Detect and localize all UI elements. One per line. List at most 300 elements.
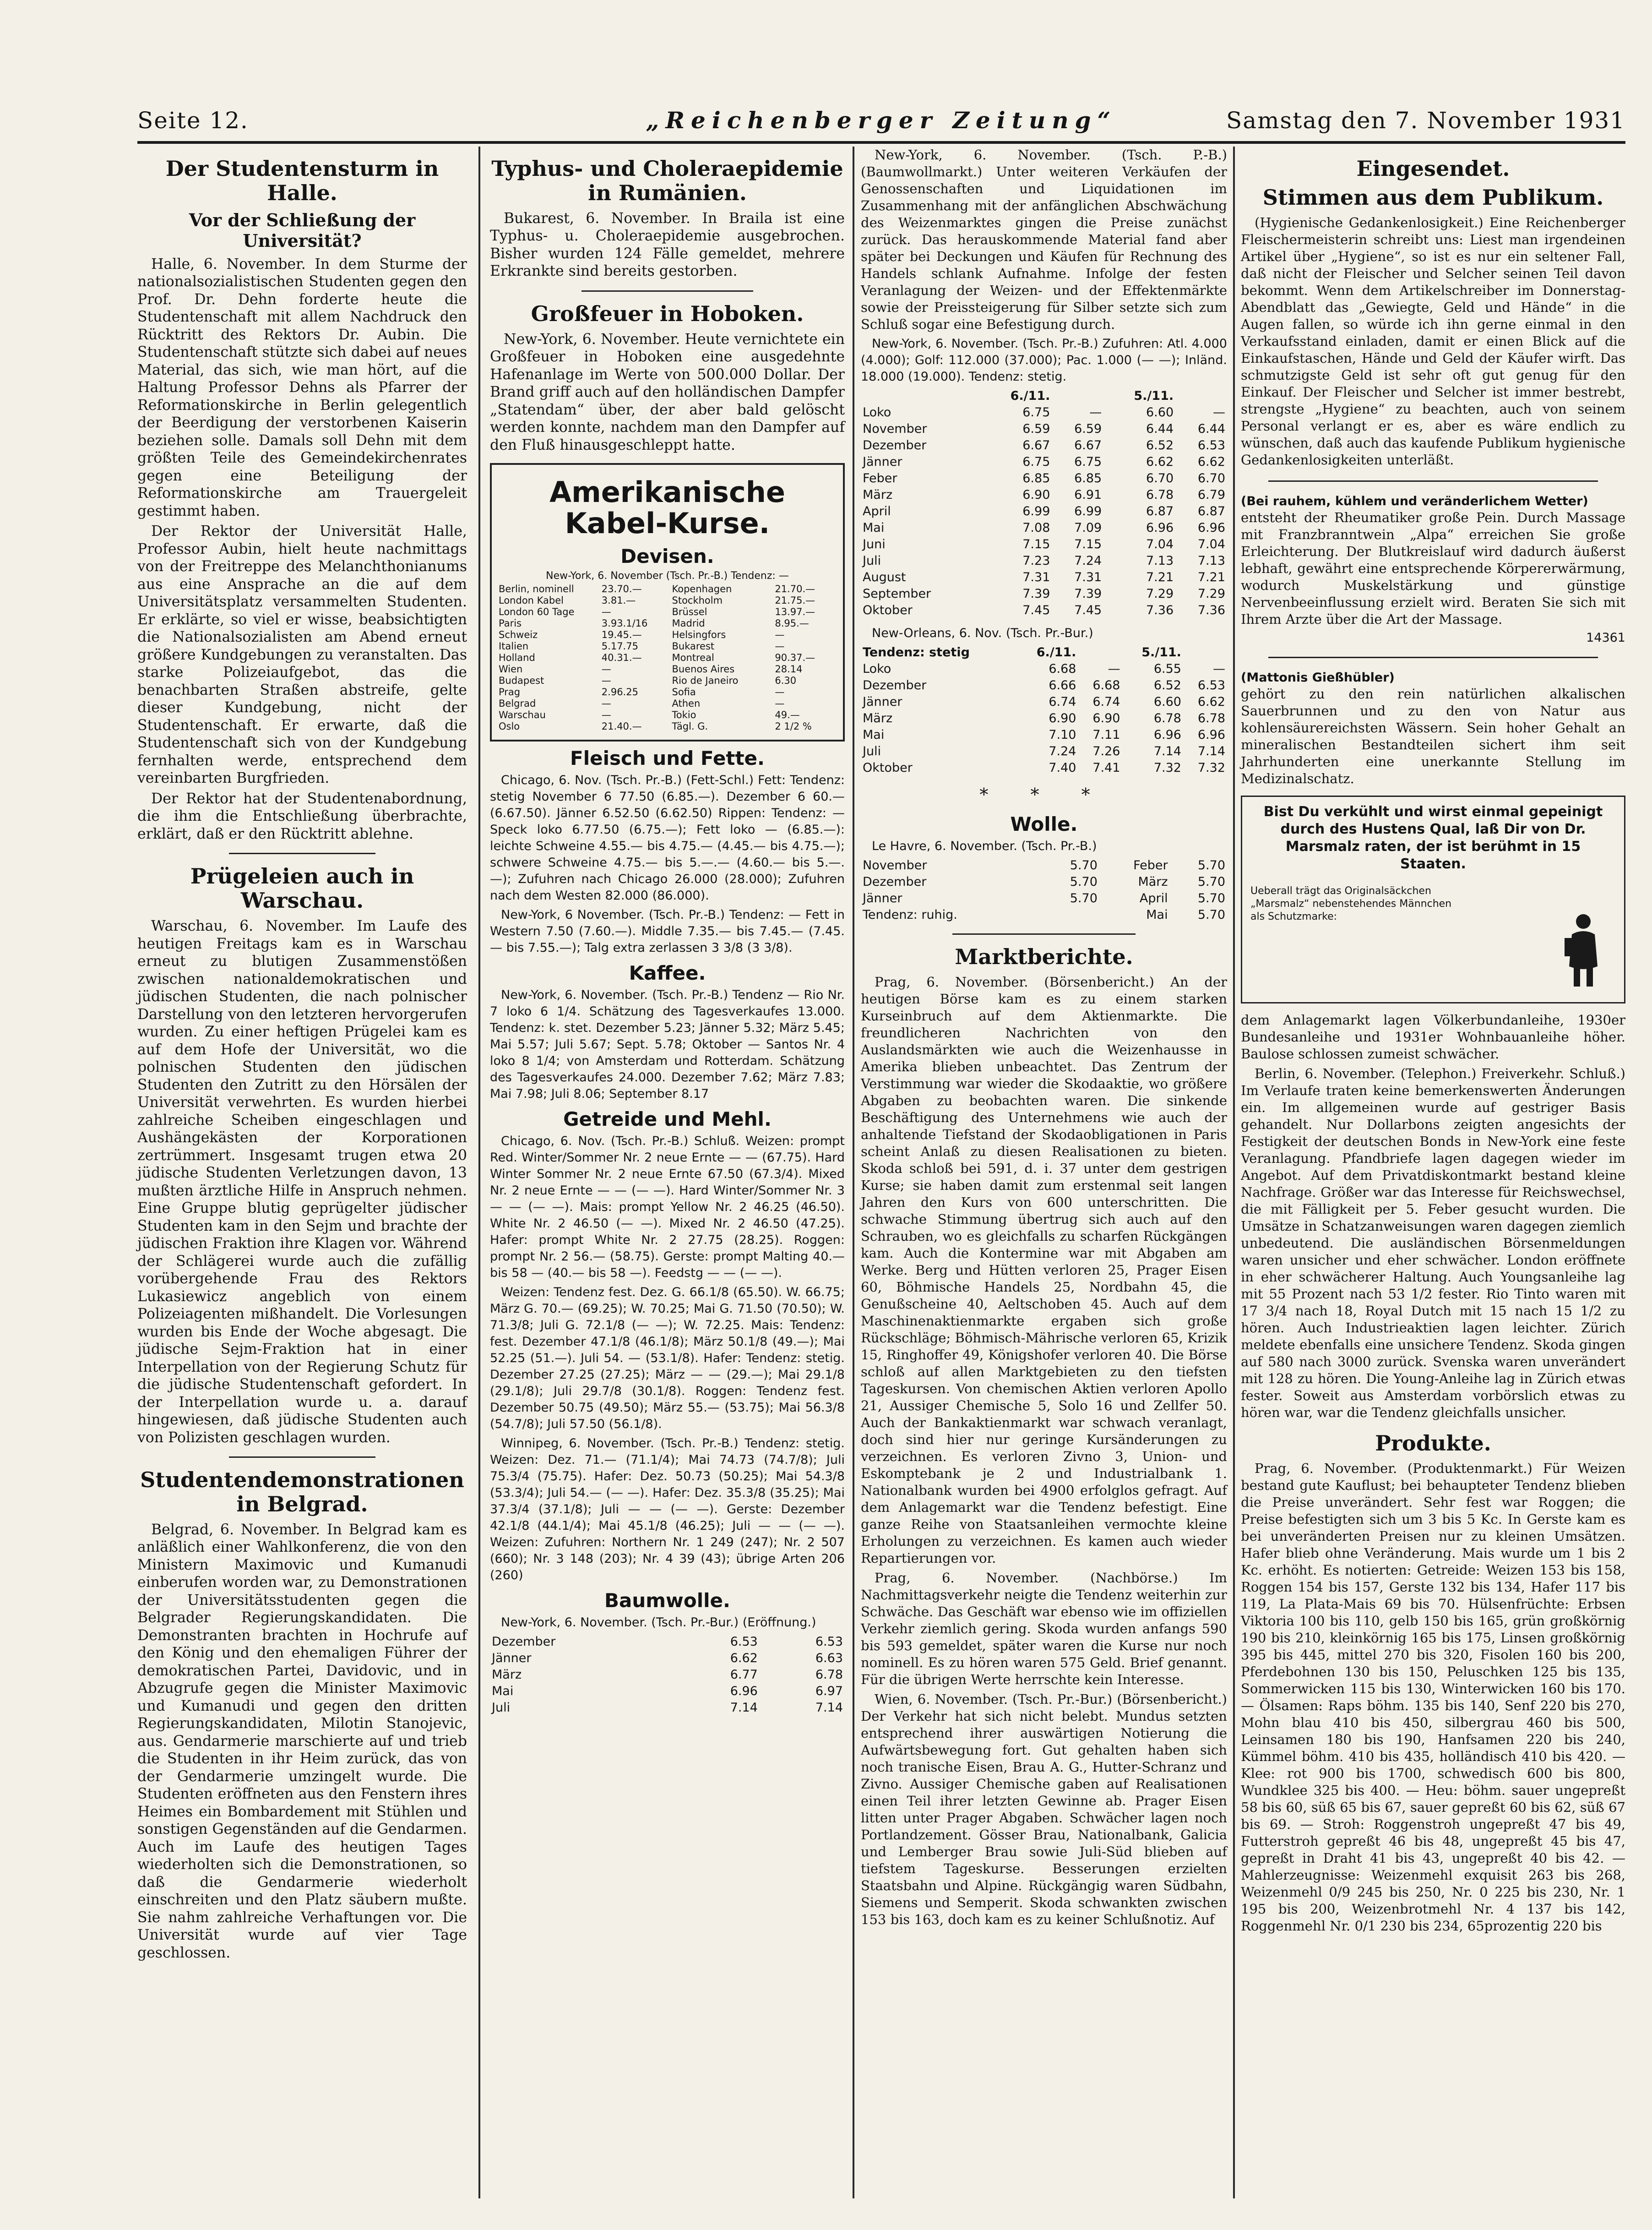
devisen-row-cell: London 60 Tage <box>499 606 575 617</box>
article-title-belgrad: Studentendemonstrationen in Belgrad. <box>140 1467 464 1516</box>
cotton-row-cell: 6.91 <box>1074 488 1102 502</box>
cotton-row-cell: 6.90 <box>1022 488 1050 502</box>
wolle-row-cell: Jänner <box>863 891 902 905</box>
article-paragraph: Halle, 6. November. In dem Sturme der nationalsozialistischen Studenten gegen den Prof. Dr. Dehn forderte heute die Studentenschaft mit allem Nachdruck den Rücktritt des Rektors Dr. Aubin. Die Studentenschaft stützte sich dabei auf neues Material, das sich, wie man hört, auf die Haltung Professor Dehns als Pfarrer der Reformationskirche in Berlin gelegentlich der Beerdigung der verstorbenen Kaiserin beziehen solle. Damals soll Dehn mit dem größten Teile des Gemeindekirchenrates gegen eine Beteiligung der Reformationskirche am Trauergeleit gestimmt haben. <box>137 256 467 519</box>
baumwolle-row-cell: Juli <box>492 1700 511 1715</box>
devisen-row <box>497 595 664 606</box>
cotton-row-cell: 7.04 <box>1146 537 1174 551</box>
devisen-row-cell: Madrid <box>672 617 705 629</box>
wolle-heading: Wolle. <box>1010 813 1078 835</box>
cotton-row-cell: 6.52 <box>1146 438 1174 453</box>
wolle-row-cell: Dezember <box>863 875 927 889</box>
fleisch-heading: Fleisch und Fette. <box>570 747 765 769</box>
baumwolle-row-cell: 6.78 <box>815 1667 843 1682</box>
cotton-row <box>861 602 1227 619</box>
cotton-row-cell: Juli <box>863 554 881 568</box>
eingesendet-subtitle: Stimmen aus dem Publikum. <box>1262 185 1604 210</box>
article-paragraph: Der Rektor der Universität Halle, Professor Aubin, hielt heute nachmittags von der Freitreppe des Melanchthonianums aus eine Ansprache an die auf dem Universitätsplatz versammelten Studenten. Er erklärte, so viel er wisse, beabsichtigten die Nationalsozialisten am Abend erneut größere Kundgebungen zu veranstalten. Das starke Polizeiaufgebot, das die benachbarten Straßen abstreife, gelte dieser Kundgebung, nicht der Studentenschaft. Er erwarte, daß die Studentenschaft sich von der Kundgebung fernhalten werde, entsprechend dem vereinbarten Burgfrieden. <box>137 523 467 787</box>
cotton-row-cell: 7.36 <box>1197 603 1225 617</box>
article-title-typhus: Typhus- und Choleraepidemie in Rumänien. <box>491 156 843 205</box>
cotton-row-cell: 6.53 <box>1197 678 1225 692</box>
cotton-row-cell: 7.15 <box>1022 537 1050 551</box>
market-paragraph: New-Orleans, 6. Nov. (Tsch. Pr.-Bur.) <box>872 626 1093 640</box>
devisen-row-cell: — <box>601 663 611 675</box>
article-paragraph: dem Anlagemarkt lagen Völkerbundanleihe, 1930er Bundesanleihe und 1931er Wohnbauanleihe höher. Baulose schlossen zumeist schwächer. <box>1241 1012 1625 1062</box>
wolle-row-cell: 5.70 <box>1197 908 1225 922</box>
cotton-row <box>861 487 1227 503</box>
cotton-row-cell: Feber <box>863 471 897 485</box>
devisen-row-cell: — <box>601 606 611 617</box>
wolle-row <box>861 890 1227 907</box>
cotton-row-cell: — <box>1089 405 1102 420</box>
table-header-row <box>861 644 1227 661</box>
article-paragraph: Wien, 6. November. (Tsch. Pr.-Bur.) (Börsenbericht.) Der Verkehr hat sich nicht belebt. Mundus setzten entsprechend ihrer auswärtigen Notierung die Aufwärtsbewegung fort. Gut gehalten haben sich noch tranische Eisen, Brau A. G., Hutter-Schranz und Zivno. Aussiger Chemische gaben auf Realisationen einen Teil ihrer letzten Gewinne ab. Prager Eisen litten unter Prager Abgaben. Schwächer lagen noch Portlandzement. Gösser Brau, Nationalbank, Galicia und Lemberger Brau sowie Juli-Süd blieben auf tiefstem Tageskurse. Besserungen erzielten Staatsbahn und Alpine. Rückgängig waren Südbahn, Siemens und Semperit. Skoda schwankten zwischen 153 bis 163, doch kam es zu keiner Schlußnotiz. Auf <box>861 1691 1227 1927</box>
cotton-row-cell: — <box>1108 662 1120 676</box>
cotton-row-cell: 6.53 <box>1197 438 1225 453</box>
cotton-row-cell: 7.15 <box>1074 537 1102 551</box>
market-paragraph: New-York, 6. November. (Tsch. Pr.-B.) Tendenz — Rio Nr. 7 loko 6 1/4. Schätzung des Tagesverkaufes 13.000. Tendenz: k. stet. Dezember 5.23; Jänner 5.32; März 5.45; Mai 5.57; Juli 5.67; Sept. 5.78; Oktober — Santos Nr. 4 loko 8 1/4; von Amsterdam und Rotterdam. Schätzung des Tagesverkaufes 24.000. Dezember 7.62; März 7.83; Mai 7.98; Juli 8.06; September 8.17 <box>490 987 845 1101</box>
cotton-row-cell: 6.99 <box>1022 504 1050 518</box>
cotton-row-cell: Loko <box>863 662 891 676</box>
cotton-row-cell: August <box>863 570 906 584</box>
devisen-row-cell: 6.30 <box>775 675 797 686</box>
devisen-row-cell: 21.40.— <box>601 720 642 732</box>
cotton-row-cell: 7.21 <box>1146 570 1174 584</box>
cotton-row-cell: Jänner <box>863 455 902 469</box>
baumwolle-row <box>490 1634 845 1650</box>
devisen-row-cell: — <box>601 698 611 709</box>
devisen-table-right <box>671 583 838 732</box>
cotton-row-cell: 6.44 <box>1146 422 1174 436</box>
baumwolle-row-cell: 6.97 <box>815 1684 843 1698</box>
devisen-row-cell: Rio de Janeiro <box>672 675 739 686</box>
devisen-row-cell: Belgrad <box>499 698 536 709</box>
cotton-row-cell: Loko <box>863 405 891 420</box>
section-stars: * * * <box>979 785 1109 805</box>
devisen-row-cell: Montreal <box>672 652 714 663</box>
baumwolle-row-cell: Mai <box>492 1684 514 1698</box>
wolle-row-cell: Feber <box>1133 858 1168 872</box>
wolle-row <box>861 874 1227 890</box>
cotton-row-cell: 7.45 <box>1022 603 1050 617</box>
devisen-row-cell: 40.31.— <box>601 652 642 663</box>
article-paragraph: Prag, 6. November. (Nachbörse.) Im Nachmittagsverkehr neigte die Tendenz weiterhin zur Schwäche. Das Geschäft war ebenso wie im offiziellen Verkehr ziemlich gering. Skoda wurden anfangs 590 bis 593 gemeldet, später waren die Kurse nur noch nominell. Es zu hören waren 575 Geld. Brief genannt. Für die übrigen Werte herrschte kein Interesse. <box>861 1570 1227 1687</box>
cotton-row <box>861 470 1227 487</box>
wolle-row-cell: 5.70 <box>1070 891 1098 905</box>
cotton-row-cell: 6.74 <box>1049 695 1076 709</box>
table-header-cell: 5./11. <box>1134 389 1174 403</box>
baumwolle-row-cell: Dezember <box>492 1634 556 1649</box>
cotton-row-cell: 6.96 <box>1146 521 1174 535</box>
wolle-row-cell: März <box>1138 875 1168 889</box>
devisen-row-cell: 3.81.— <box>601 594 636 606</box>
devisen-heading: Devisen. <box>620 545 714 567</box>
devisen-row-cell: 3.93.1/16 <box>601 617 648 629</box>
table-header-row <box>861 388 1227 404</box>
cotton-row-cell: 6.78 <box>1146 488 1174 502</box>
devisen-row <box>671 721 838 732</box>
devisen-row-cell: Warschau <box>499 709 546 720</box>
devisen-row-cell: Budapest <box>499 675 544 686</box>
baumwolle-row-cell: 6.77 <box>730 1667 758 1682</box>
devisen-row-cell: Schweiz <box>499 629 538 640</box>
devisen-row-cell: 28.14 <box>775 663 803 675</box>
market-paragraph: Le Havre, 6. November. (Tsch. Pr.-B.) <box>872 839 1097 853</box>
market-paragraph: Weizen: Tendenz fest. Dez. G. 66.1/8 (65.50). W. 66.75; März G. 70.— (69.25); W. 70.25; Mai G. 71.50 (70.50); W. 71.3/8; Juli G. 72.1/8 (— —); W. 72.25. Mais: Tendenz: fest. Dezember 47.1/8 (46.1/8); März 50.1/8 (49.—); Mai 52.25 (51.—). Juli 54. — (53.1/8). Hafer: Tendenz: stetig. Dezember 27.25 (27.25); März — — (29.—); Mai 29.1/8 (29.1/8); Juli 29.7/8 (30.1/8). Roggen: Tendenz fest. Dezember 50.75 (49.50); März 55.— (53.75); Mai 56.3/8 (54.7/8); Juli 57.50 (56.1/8). <box>490 1285 845 1431</box>
column-2 <box>490 147 845 1716</box>
devisen-row <box>497 675 664 687</box>
cotton-row-cell: 6.60 <box>1153 695 1181 709</box>
cotton-row-cell: 7.14 <box>1197 744 1225 758</box>
market-paragraph: New-York, 6. November. (Tsch. Pr.-Bur.) (Eröffnung.) <box>501 1615 816 1630</box>
devisen-row-cell: 19.45.— <box>601 629 642 640</box>
cotton-row <box>861 569 1227 586</box>
cotton-row <box>861 661 1227 677</box>
cotton-row-cell: 6.59 <box>1074 422 1102 436</box>
cotton-row-cell: März <box>863 488 893 502</box>
article-paragraph: (Hygienische Gedankenlosigkeit.) Eine Reichenberger Fleischermeisterin schreibt uns: Liest man irgendeinen Artikel über „Hygiene“, so ist es nur ein seltener Fall, daß nicht der Fleischer und Selcher seinen Teil davon bekommt. Wenn dem Artikelschreiber im Donnerstag-Abendblatt das „Gewiegte, Geld und Hände“ in die Augen fallen, so würde ich ihn gerne einmal in den Verkaufsstand einladen, damit er einen Blick auf die Einkaufstaschen, Hände und Geld der Käufer wirft. Das schmutzigste Geld ist sehr oft gut genug für den Einkauf. Der Fleischer und Selcher ist immer bestrebt, strengste „Hygiene“ zu beachten, auch von seinem Personal verlangt er es, aber es wäre endlich zu wünschen, daß auch das kaufende Publikum hygienische Gedankenlosigkeiten unterläßt. <box>1241 214 1625 468</box>
devisen-row-cell: 13.97.— <box>775 606 815 617</box>
devisen-row <box>497 687 664 698</box>
cotton-row-cell: 7.29 <box>1197 587 1225 601</box>
kaffee-heading: Kaffee. <box>629 961 706 984</box>
devisen-row-cell: 2 1/2 % <box>775 720 812 732</box>
devisen-row-cell: Tägl. G. <box>672 720 708 732</box>
baumwolle-table <box>490 1634 845 1716</box>
column-3 <box>861 147 1227 1931</box>
table-header-cell: 6./11. <box>1036 645 1076 660</box>
ad-lead: (Mattonis Gießhübler) <box>1241 670 1395 685</box>
cotton-row-cell: 6.78 <box>1153 711 1181 725</box>
cotton-row-cell: 6.62 <box>1197 455 1225 469</box>
cotton-row-cell: — <box>1213 405 1225 420</box>
baumwolle-row <box>490 1700 845 1716</box>
cotton-row-cell: 6.70 <box>1197 471 1225 485</box>
wolle-row-cell: 5.70 <box>1070 858 1098 872</box>
cotton-row-cell: 7.41 <box>1092 761 1120 775</box>
market-paragraph: Chicago, 6. Nov. (Tsch. Pr.-B.) (Fett-Schl.) Fett: Tendenz: stetig November 6 77.50 (6.85.—). Dezember 6 60.— (6.67.50). Jänner 6.52.50 (6.62.50) Rippen: Tendenz: — Speck loko 6.77.50 (6.75.—); Fett loko — (6.85.—): leichte Schweine 4.55.— bis 4.75.— (4.45.— bis 4.75.—); schwere Schweine 4.75.— bis 5.—.— (4.60.— bis 5.—.—); Zufuhren nach Chicago 26.000 (28.000); Zufuhren nach dem Westen 82.000 (86.000). <box>490 773 845 903</box>
cotton-row-cell: 7.04 <box>1197 537 1225 551</box>
devisen-row <box>671 629 838 641</box>
devisen-row-cell: — <box>775 629 785 640</box>
devisen-row <box>497 709 664 721</box>
cotton-row-cell: 6.79 <box>1197 488 1225 502</box>
cotton-row-cell: 6.90 <box>1049 711 1076 725</box>
devisen-row-cell: 21.75.— <box>775 594 815 606</box>
cotton-row <box>861 586 1227 602</box>
devisen-row-cell: 2.96.25 <box>601 686 638 698</box>
devisen-row <box>671 664 838 675</box>
wolle-row-cell: 5.70 <box>1197 891 1225 905</box>
baumwolle-row-cell: 6.53 <box>730 1634 758 1649</box>
devisen-row <box>497 652 664 664</box>
table-header-cell <box>1078 644 1122 661</box>
cotton-row-cell: 6.78 <box>1197 711 1225 725</box>
devisen-row <box>671 606 838 618</box>
devisen-row-cell: Stockholm <box>672 594 723 606</box>
devisen-row-cell: 23.70.— <box>601 583 642 594</box>
devisen-row-cell: Sofia <box>672 686 696 698</box>
article-paragraph: Bukarest, 6. November. In Braila ist eine Typhus- u. Choleraepidemie ausgebrochen. Bisher wurden 124 Fälle gemeldet, mehrere Erkrankte sind bereits gestorben. <box>490 210 845 280</box>
devisen-row-cell: Wien <box>499 663 523 675</box>
wolle-table <box>861 857 1227 923</box>
baumwolle-row-cell: März <box>492 1667 522 1682</box>
cotton-row-cell: 6.96 <box>1197 728 1225 742</box>
devisen-row-cell: Bukarest <box>672 640 715 652</box>
cotton-row-cell: 6.99 <box>1074 504 1102 518</box>
cotton-row-cell: Jänner <box>863 695 902 709</box>
article-paragraph: Belgrad, 6. November. In Belgrad kam es anläßlich einer Wahlkonferenz, die von den Ministern Maximovic und Kumanudi einberufen worden war, zu Demonstrationen der Universitätsstudenten gegen die Belgrader Regierungskandidaten. Die Demonstranten brachten in Hochrufe auf den König und den ehemaligen Führer der demokratischen Partei, Davidovic, und in Abzugrufe gegen die Minister Maximovic und Kumanudi und gegen den dritten Regierungskandidaten, Milotin Stanojevic, aus. Gendarmerie marschierte auf und trieb die Studenten in ihr Heim zurück, das von der Gendarmerie umzingelt wurde. Die Studenten eröffneten aus den Fenstern ihres Heimes ein Bombardement mit Stühlen und sonstigen Gegenständen auf die Gendarmen. Auch im Laufe des heutigen Tages wiederholten sich die Demonstrationen, so daß die Gendarmerie wiederholt einschreiten und den Platz säubern mußte. Sie nahm zahlreiche Verhaftungen vor. Die Universität wurde auf vier Tage geschlossen. <box>137 1521 467 1961</box>
table-header-cell <box>861 388 980 404</box>
cotton-row-cell: 6.87 <box>1146 504 1174 518</box>
article-paragraph: New-York, 6. November. (Tsch. P.-B.) (Baumwollmarkt.) Unter weiteren Verkäufen der Genossenschaften und Liquidationen im Zusammenhang mit der anfänglichen Abschwächung des Weizenmarktes gingen die Preise zunächst zurück. Das herauskommende Material fand aber später bei Deckungen und Käufen für Rechnung des Handels schlank Aufnahme. Infolge der festen Veranlagung der Weizen- und der Effektenmärkte sowie der Preissteigerung für Silber setzte sich zum Schluß sogar eine Befestigung durch. <box>861 147 1227 332</box>
article-title-warschau: Prügeleien auch in Warschau. <box>190 864 414 913</box>
cotton-row-cell: 6.66 <box>1049 678 1076 692</box>
trademark-figure-icon <box>1563 911 1604 989</box>
cotton-row-cell: Oktober <box>863 603 913 617</box>
devisen-row <box>671 618 838 629</box>
neworleans-cotton-table <box>861 644 1227 776</box>
cotton-row <box>861 760 1227 776</box>
market-paragraph: Winnipeg, 6. November. (Tsch. Pr.-B.) Tendenz: stetig. Weizen: Dez. 71.— (71.1/4); Mai 74.73 (74.7/8); Juli 75.3/4 (75.75). Hafer: Dez. 50.73 (50.25); Mai 54.3/8 (53.3/4); Juli 54.— (— —). Hafer: Dez. 35.3/8 (35.25); Mai 37.3/4 (37.1/8); Juli — — (— —). Gerste: Dezember 42.1/8 (44.1/4); Mai 45.1/8 (46.25); Juli — — (— —). Weizen: Zufuhren: Northern Nr. 1 249 (247); Nr. 2 507 (660); Nr. 3 148 (203); Nr. 4 39 (43); übrige Arten 206 (260) <box>490 1436 845 1582</box>
devisen-row <box>497 618 664 629</box>
cotton-row-cell: 6.55 <box>1153 662 1181 676</box>
ad-subtext: Ueberall trägt das Originalsäckchen „Marsmalz“ nebenstehendes Männchen als Schutzmarke: <box>1250 885 1452 922</box>
wolle-row-cell: November <box>863 858 927 872</box>
cotton-row-cell: 6.74 <box>1092 695 1120 709</box>
cotton-row-cell: 7.08 <box>1022 521 1050 535</box>
article-paragraph: Berlin, 6. November. (Telephon.) Freiverkehr. Schluß.) Im Verlaufe traten keine bemerkenswerten Änderungen ein. Im allgemeinen wurde auf gestriger Basis gehandelt. Nur Dollarbons zeigten angesichts der Festigkeit der deutschen Bonds in New-York eine feste Veranlagung. Pfandbriefe lagen dagegen wieder im Angebot. Auf dem Privatdiskontmarkt bestand kleine Nachfrage. Größer war das Interesse für Reichswechsel, die mit Fälligkeit per 5. Feber gesucht wurden. Die Umsätze in Schatzanweisungen waren dagegen ziemlich unbedeutend. Die ausländischen Börsenmeldungen waren unsicher und eher schwächer. London eröffnete in eher schwächerer Haltung. Auch Youngsanleihe lag mit 55 Prozent nach 53 1/2 fester. Rio Tinto waren mit 17 3/4 nach 18, Royal Dutch mit 15 nach 15 1/2 zu hören. Auch Industrieaktien lagen leichter. Zürich meldete ebenfalls eine unsichere Tendenz. Skoda gingen auf 580 nach 3000 zurück. Svenska waren unverändert mit 128 zu hören. Die Young-Anleihe lag in Zürich etwas fester. Soweit aus Amsterdam vorbörslich etwas zu hören war, war die Tendenz gleichfalls unsicher. <box>1241 1065 1625 1420</box>
cotton-row-cell: 6.67 <box>1074 438 1102 453</box>
divider <box>229 853 375 854</box>
ad-code: 14361 <box>1586 630 1625 645</box>
cotton-row-cell: 7.10 <box>1049 728 1076 742</box>
cotton-row-cell: Mai <box>863 521 885 535</box>
market-paragraph: Chicago, 6. Nov. (Tsch. Pr.-B.) Schluß. Weizen: prompt Red. Winter/Sommer Nr. 2 neue Ernte — — (67.75). Hard Winter Sommer Nr. 2 neue Ernte 67.50 (67.3/4). Mixed Nr. 2 neue Ernte — — (— —). Hard Winter/Sommer Nr. 3 — — (— —). Mais: prompt Yellow Nr. 2 46.25 (46.50). White Nr. 2 46.50 (— —). Mixed Nr. 2 46.50 (47.25). Hafer: prompt White Nr. 2 27.75 (28.25). Roggen: prompt Nr. 2 56.— (58.75). Gerste: prompt Malting 40.— bis 58 — (40.— bis 58 —). Feedstg — — (— —). <box>490 1134 845 1280</box>
baumwolle-row <box>490 1650 845 1667</box>
devisen-row-cell: Brüssel <box>672 606 707 617</box>
devisen-row-cell: Oslo <box>499 720 520 732</box>
cotton-row-cell: 7.36 <box>1146 603 1174 617</box>
cotton-row <box>861 421 1227 437</box>
devisen-row <box>497 629 664 641</box>
cotton-row-cell: 6.96 <box>1197 521 1225 535</box>
cotton-row <box>861 710 1227 727</box>
devisen-row-cell: — <box>601 709 611 720</box>
cotton-row-cell: 7.32 <box>1197 761 1225 775</box>
divider <box>1268 657 1598 658</box>
cotton-row-cell: 7.13 <box>1146 554 1174 568</box>
cotton-row <box>861 503 1227 520</box>
devisen-row-cell: Kopenhagen <box>672 583 732 594</box>
divider <box>581 290 753 292</box>
table-header-cell <box>1175 388 1227 404</box>
baumwolle-row <box>490 1667 845 1683</box>
wolle-row-cell: Mai <box>1146 908 1168 922</box>
marktberichte-heading: Marktberichte. <box>955 944 1133 969</box>
cotton-row-cell: 6.62 <box>1146 455 1174 469</box>
devisen-row <box>497 641 664 652</box>
cotton-row-cell: 6.60 <box>1146 405 1174 420</box>
cotton-row-cell: 6.96 <box>1153 728 1181 742</box>
table-header-cell <box>1183 644 1227 661</box>
column-4 <box>1241 147 1625 1937</box>
ad-paragraph: gehört zu den rein natürlichen alkalischen Sauerbrunnen und zu den von Natur aus kohlensäurereichsten Wässern. Sein hoher Gehalt an mineralischen Bestandteilen sichert ihm seit Jahrhunderten eine unerkannte Stellung im Medizinalschatz. <box>1241 686 1625 786</box>
cotton-row-cell: 6.52 <box>1153 678 1181 692</box>
devisen-row-cell: 21.70.— <box>775 583 815 594</box>
cotton-row-cell: 6.70 <box>1146 471 1174 485</box>
cotton-row-cell: März <box>863 711 893 725</box>
cotton-row-cell: Juli <box>863 744 881 758</box>
newspaper-title: „Reichenberger Zeitung“ <box>646 107 1117 134</box>
cotton-row-cell: 6.90 <box>1092 711 1120 725</box>
baumwolle-row-cell: Jänner <box>492 1651 532 1665</box>
article-paragraph: New-York, 6. November. Heute vernichtete ein Großfeuer in Hoboken eine ausgedehnte Hafenanlage im Werte von 500.000 Dollar. Der Brand griff auch auf den holländischen Dampfer „Statendam“ über, der aber bald gelöscht werden konnte, nachdem man den Dampfer auf den Fluß hinausgeschleppt hatte. <box>490 331 845 453</box>
column-1 <box>137 147 467 1964</box>
devisen-row-cell: Berlin, nominell <box>499 583 574 594</box>
cotton-row-cell: 6.85 <box>1074 471 1102 485</box>
devisen-row-cell: Paris <box>499 617 522 629</box>
devisen-row <box>671 641 838 652</box>
cotton-row-cell: 6.85 <box>1022 471 1050 485</box>
baumwolle-row-cell: 6.63 <box>815 1651 843 1665</box>
column-rule-3 <box>1233 147 1235 2198</box>
cotton-row-cell: 7.32 <box>1153 761 1181 775</box>
baumwolle-heading: Baumwolle. <box>604 1589 730 1612</box>
baumwolle-row-cell: 6.62 <box>730 1651 758 1665</box>
cotton-row-cell: November <box>863 422 927 436</box>
cotton-row-cell: 7.31 <box>1074 570 1102 584</box>
eingesendet-heading: Eingesendet. <box>1356 156 1510 181</box>
cotton-row-cell: Dezember <box>863 678 927 692</box>
cotton-row-cell: 7.23 <box>1022 554 1050 568</box>
cotton-row-cell: 7.45 <box>1074 603 1102 617</box>
cotton-row <box>861 454 1227 470</box>
devisen-row-cell: Buenos Aires <box>672 663 735 675</box>
cotton-row-cell: 6.75 <box>1074 455 1102 469</box>
devisen-row <box>497 698 664 709</box>
devisen-row <box>497 721 664 732</box>
cotton-row-cell: 6.44 <box>1197 422 1225 436</box>
divider <box>952 933 1136 935</box>
wolle-row-cell <box>1042 907 1099 923</box>
devisen-row-cell: Athen <box>672 698 701 709</box>
article-paragraph: Prag, 6. November. (Börsenbericht.) An der heutigen Börse kam es zu einem starken Kurseinbruch auf dem Aktienmarkte. Die freundlicheren Nachrichten von den Auslandsmärkten wie auch die Weizenhausse in Amerika blieben unbeachtet. Das Zentrum der Verstimmung war wieder die Skodaaktie, wo größere Abgaben zu beobachten waren. Die sinkende Beschäftigung des Unternehmens wie auch der anhaltende Tiefstand der Skodaobligationen in Paris scheint Anlaß zu diesen Realisationen zu bieten. Skoda schloß bei 591, d. i. 37 unter dem gestrigen Kurse; sie haben damit zum erstenmal seit langen Jahren den Kurs von 600 unterschritten. Die schwache Stimmung übertrug sich auch auf den Schrauben, wo es gleichfalls zu scharfen Rückgängen kam. Auch die Kontermine war mit Abgaben am Werke. Berg und Hütten verloren 25, Prager Eisen 60, Böhmische Handels 25, Nordbahn 45, die Genußscheine 40, Aeltschoben 45. Auch auf dem Maschinenaktienmarkte ergaben sich große Rückschläge; Böhmisch-Mährische verloren 65, Krizik 15, Ringhoffer 49, Königshofer verloren 40. Die Börse schloß auf allen Marktgebieten zu den tiefsten Tageskursen. Von chemischen Aktien verloren Apollo 21, Aussiger Chemische 5, Solo 16 und Zellfer 50. Auch der Bankaktienmarkt war schwach veranlagt, doch sind hier nur geringe Kursänderungen zu verzeichnen. Es verloren Zivno 3, Union- und Eskomptebank je 2 und Industrialbank 1. Nationalbank wurden bei 4900 erfolglos gefragt. Auf dem Anlagemarkt war die Tendenz befestigt. Eine ganze Reihe von Staatsanleihen vermochte kleine Erholungen zu verzeichnen. Es kamen auch wieder Repartierungen vor. <box>861 974 1227 1566</box>
cotton-row-cell: 7.26 <box>1092 744 1120 758</box>
baumwolle-row <box>490 1683 845 1700</box>
cotton-row-cell: Dezember <box>863 438 927 453</box>
divider <box>1268 480 1598 482</box>
market-paragraph: New-York, 6 November. (Tsch. Pr.-B.) Tendenz: — Fett in Western 7.50 (7.60.—). Middle 7.35.— bis 7.45.— (7.45.— bis 7.55.—); Talg extra zerlassen 3 3/8 (3 3/8). <box>490 907 845 955</box>
devisen-row-cell: 90.37.— <box>775 652 815 663</box>
article-title-hoboken: Großfeuer in Hoboken. <box>531 301 804 326</box>
table-header-cell: Tendenz: stetig <box>863 645 970 660</box>
devisen-row-cell: 49.— <box>775 709 800 720</box>
cotton-row-cell: 7.13 <box>1197 554 1225 568</box>
page-number: Seite 12. <box>137 107 249 134</box>
wolle-row-cell: 5.70 <box>1197 875 1225 889</box>
devisen-row <box>671 698 838 709</box>
newyork-cotton-table <box>861 388 1227 619</box>
cotton-row-cell: 7.21 <box>1197 570 1225 584</box>
devisen-row-cell: London Kabel <box>499 594 564 606</box>
wolle-row-cell: April <box>1139 891 1168 905</box>
devisen-row-cell: — <box>775 698 785 709</box>
table-header-cell <box>1052 388 1103 404</box>
table-header-cell: 5./11. <box>1141 645 1181 660</box>
cotton-row-cell: 6.87 <box>1197 504 1225 518</box>
page-header <box>137 100 1625 144</box>
cotton-row-cell: 7.31 <box>1022 570 1050 584</box>
wolle-row <box>861 857 1227 874</box>
devisen-row-cell: 5.17.75 <box>601 640 638 652</box>
marsmalz-advertisement <box>1241 796 1625 1003</box>
cotton-row <box>861 694 1227 710</box>
cotton-row-cell: 6.59 <box>1022 422 1050 436</box>
cotton-row <box>861 553 1227 569</box>
devisen-row <box>497 664 664 675</box>
cotton-row-cell: 7.09 <box>1074 521 1102 535</box>
wolle-row <box>861 907 1227 923</box>
cotton-row-cell: 6.68 <box>1092 678 1120 692</box>
cotton-row-cell: Juni <box>863 537 886 551</box>
cotton-row <box>861 727 1227 743</box>
devisen-table-left <box>497 583 664 732</box>
cotton-row-cell: — <box>1213 662 1225 676</box>
table-header-cell: 6./11. <box>1010 389 1050 403</box>
cotton-row-cell: 7.40 <box>1049 761 1076 775</box>
devisen-row-cell: 8.95.— <box>775 617 809 629</box>
devisen-row <box>671 709 838 721</box>
devisen-row-cell: — <box>775 640 785 652</box>
cotton-row-cell: 6.75 <box>1022 405 1050 420</box>
cotton-row <box>861 743 1227 760</box>
devisen-row <box>671 583 838 595</box>
column-rule-2 <box>853 147 854 2198</box>
wolle-row-cell: 5.70 <box>1070 875 1098 889</box>
divider <box>229 1456 375 1458</box>
produkte-heading: Produkte. <box>1375 1430 1491 1456</box>
devisen-row <box>671 675 838 687</box>
baumwolle-row-cell: 6.53 <box>815 1634 843 1649</box>
cotton-row-cell: 7.14 <box>1153 744 1181 758</box>
cotton-row-cell: 7.39 <box>1022 587 1050 601</box>
devisen-row <box>497 583 664 595</box>
baumwolle-row-cell: 7.14 <box>815 1700 843 1715</box>
devisen-row <box>671 687 838 698</box>
devisen-row <box>671 652 838 664</box>
devisen-row-cell: Helsingfors <box>672 629 726 640</box>
cotton-row-cell: 6.75 <box>1022 455 1050 469</box>
devisen-row <box>497 606 664 618</box>
issue-date: Samstag den 7. November 1931 <box>1226 107 1625 134</box>
devisen-row <box>671 595 838 606</box>
cotton-row-cell: 6.67 <box>1022 438 1050 453</box>
ad-lead: (Bei rauhem, kühlem und veränderlichem Wetter) <box>1241 494 1588 508</box>
cotton-row <box>861 437 1227 454</box>
cotton-row-cell: Oktober <box>863 761 913 775</box>
column-rule-1 <box>478 147 480 2198</box>
ad-headline: Bist Du verkühlt und wirst einmal gepeinigt durch des Hustens Qual, laß Dir von Dr. Marsmalz raten, der ist berühmt in 15 Staaten. <box>1263 803 1603 872</box>
article-title-halle: Der Studentensturm in Halle. <box>165 156 439 205</box>
devisen-row-cell: Italien <box>499 640 529 652</box>
cotton-row-cell: Mai <box>863 728 885 742</box>
getreide-heading: Getreide und Mehl. <box>563 1107 772 1130</box>
market-paragraph: New-York, 6. November. (Tsch. Pr.-B.) Zufuhren: Atl. 4.000 (4.000); Golf: 112.000 (37.000); Pac. 1.000 (— —); Inländ. 18.000 (19.000). Tendenz: stetig. <box>861 337 1227 384</box>
wolle-row-cell: Tendenz: ruhig. <box>863 908 957 922</box>
cotton-row <box>861 536 1227 553</box>
cotton-row-cell: 6.62 <box>1197 695 1225 709</box>
